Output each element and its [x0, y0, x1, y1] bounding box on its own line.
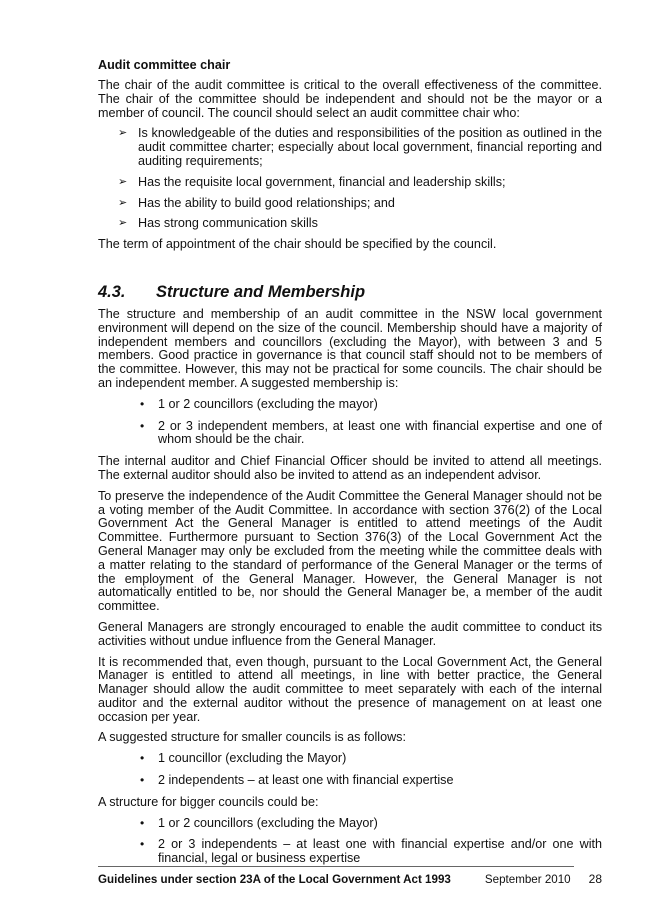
list-item: • 2 or 3 independent members, at least one with financial expertise and one of whom should be the chair. [140, 418, 602, 447]
chair-criteria-list [98, 127, 602, 231]
paragraph: The structure and membership of an audit committee in the NSW local government environment will depend on the size of the council. Membership should have a majority of independent members and councillors (excluding the Mayor), with between 3 and 5 members. Good practice in governance is that council staff should not to be members of the committee. However, this may not be practical for some councils. The chair should be an independent member. A suggested membership is: [98, 306, 602, 390]
section-title: Structure and Membership [156, 282, 366, 301]
arrow-bullet-icon: ➢ [118, 196, 128, 209]
chair-intro: The chair of the audit committee is critical to the overall effectiveness of the committee. The chair of the committee should be independent and should not be the mayor or a member of council. The council should select an audit committee chair who: [98, 78, 602, 120]
list-item: ➢ Has the ability to build good relationships; and [118, 195, 395, 210]
document-page [98, 58, 602, 874]
footer-title: Guidelines under section 23A of the Local Government Act 1993 [98, 873, 451, 886]
arrow-bullet-icon: ➢ [118, 175, 128, 188]
paragraph: The internal auditor and Chief Financial Officer should be invited to attend all meetings. The external auditor should also be invited to attend as an independent advisor. [98, 454, 602, 482]
dot-bullet-icon: • [140, 396, 145, 411]
chair-term: The term of appointment of the chair should be specified by the council. [98, 237, 497, 252]
list-item: • 1 or 2 councillors (excluding the Mayor) [140, 815, 378, 830]
list-item: ➢ Is knowledgeable of the duties and responsibilities of the position as outlined in the audit committee charter; especially about local government, financial reporting and auditing requirements; [118, 126, 602, 168]
paragraph: A structure for bigger councils could be: [98, 794, 319, 809]
page-footer [98, 866, 602, 886]
paragraph: It is recommended that, even though, pursuant to the Local Government Act, the General Manager is entitled to attend all meetings, in line with better practice, the General Manager should allow the audit committee to meet separately with each of the internal auditor and the external auditor without the presence of management on at least one occasion per year. [98, 654, 602, 724]
dot-bullet-icon: • [140, 751, 145, 766]
page-number: 28 [588, 872, 602, 886]
dot-bullet-icon: • [140, 837, 145, 852]
dot-bullet-icon: • [140, 773, 145, 788]
paragraph: General Managers are strongly encouraged to enable the audit committee to conduct its activities without undue influence from the General Manager. [98, 619, 602, 648]
dot-bullet-icon: • [140, 418, 145, 433]
list-item: • 1 councillor (excluding the Mayor) [140, 751, 347, 766]
arrow-bullet-icon: ➢ [118, 217, 128, 230]
membership-list [98, 398, 602, 447]
footer-divider [98, 866, 574, 867]
chair-heading: Audit committee chair [98, 58, 231, 72]
section-number: 4.3. [98, 282, 126, 301]
list-item: ➢ Has the requisite local government, financial and leadership skills; [118, 174, 506, 189]
big-council-list [98, 817, 602, 866]
list-item: • 2 or 3 independents – at least one with financial expertise and/or one with financial, legal or business expertise [140, 837, 602, 866]
small-council-list [98, 752, 602, 788]
footer-date: September 2010 [484, 873, 571, 886]
list-item: ➢ Has strong communication skills [118, 216, 318, 231]
list-item: • 1 or 2 councillors (excluding the mayor) [140, 396, 378, 411]
dot-bullet-icon: • [140, 815, 145, 830]
paragraph: A suggested structure for smaller councils is as follows: [98, 730, 406, 745]
section-heading [98, 283, 602, 302]
arrow-bullet-icon: ➢ [118, 127, 128, 140]
paragraph: To preserve the independence of the Audit Committee the General Manager should not be a voting member of the Audit Committee. In accordance with section 376(2) of the Local Government Act the General Manager is entitled to attend meetings of the Audit Committee. Furthermore pursuant to Section 376(3) of the Local Government Act the General Manager may only be excluded from the meeting while the committee deals with a matter relating to the standard of performance of the General Manager or the terms of the employment of the General Manager. However, the General Manager is not automatically entitled to be, nor should the General Manager be, a member of the audit committee. [98, 488, 602, 614]
list-item: • 2 independents – at least one with financial expertise [140, 773, 454, 788]
